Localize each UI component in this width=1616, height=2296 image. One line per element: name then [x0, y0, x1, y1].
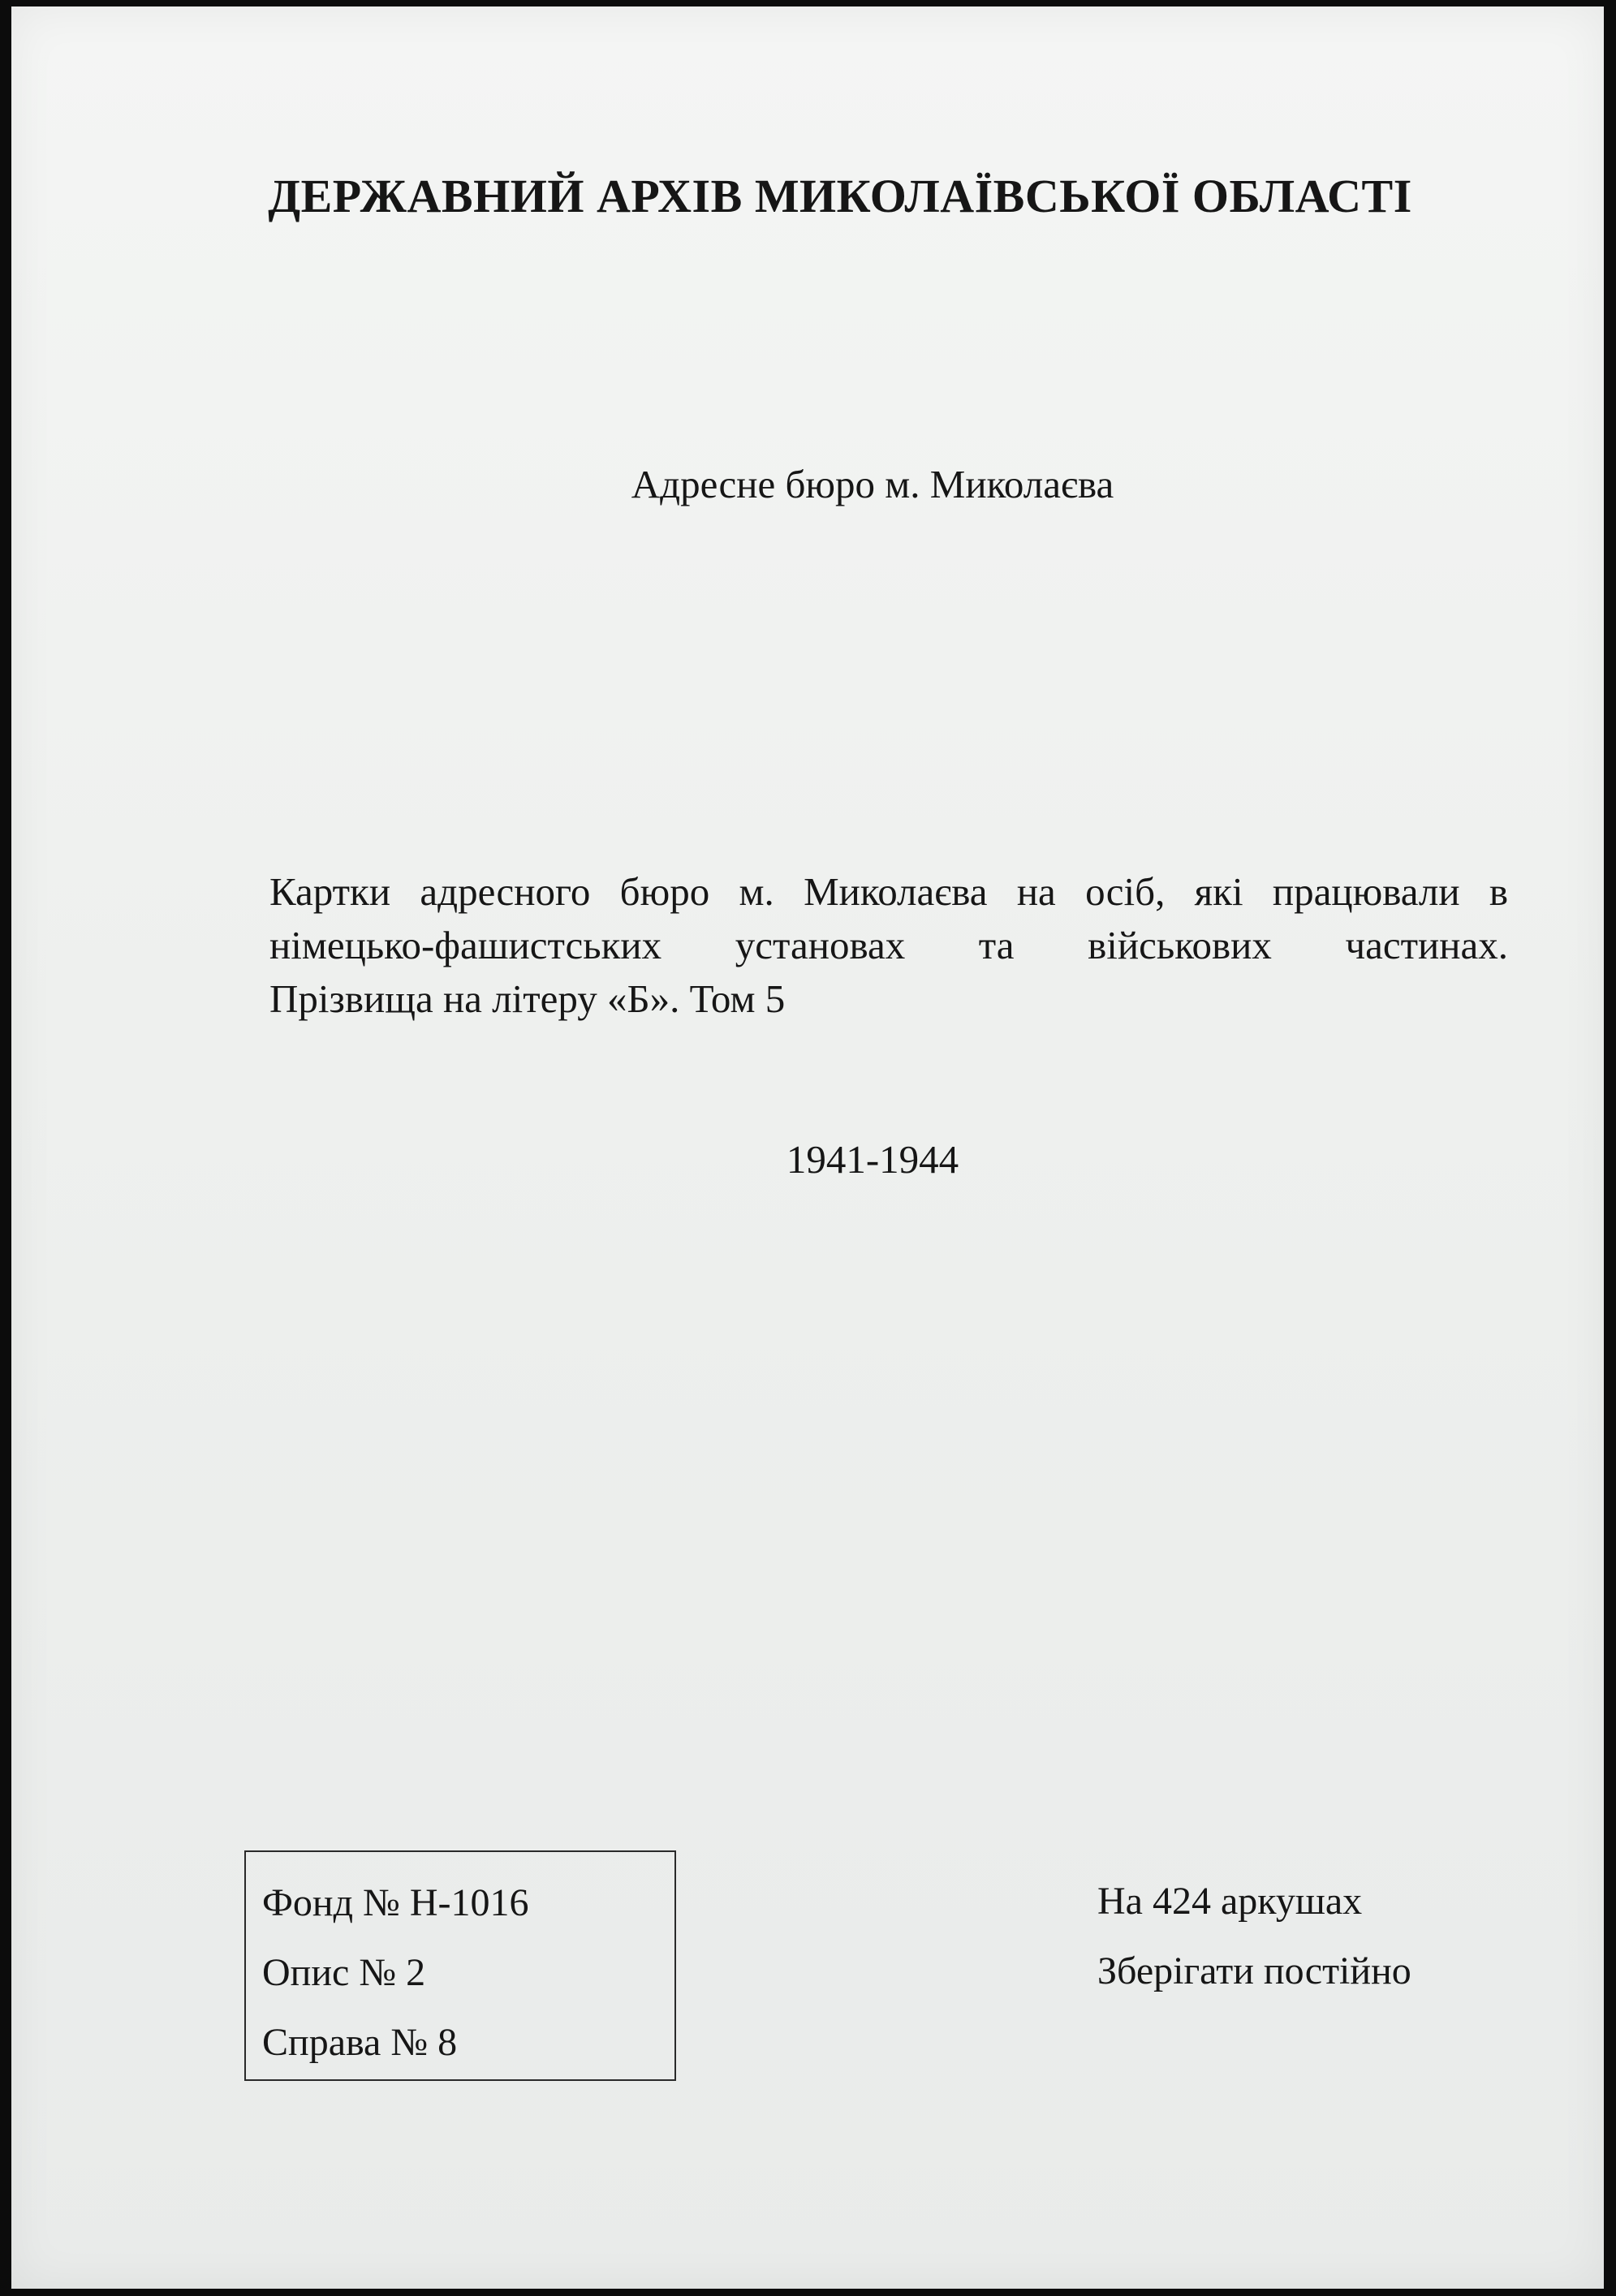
sprava-number: Справа № 8	[262, 2021, 458, 2064]
fund-name: Адресне бюро м. Миколаєва	[631, 462, 1114, 506]
case-dates: 1941-1944	[786, 1137, 959, 1182]
fond-number: Фонд № Н-1016	[262, 1881, 529, 1924]
sheet-count: На 424 аркушах	[1097, 1880, 1363, 1923]
case-title-line-1: Картки адресного бюро м. Миколаєва на осіб, які працювали в	[269, 869, 1508, 914]
archive-title: ДЕРЖАВНИЙ АРХІВ МИКОЛАЇВСЬКОЇ ОБЛАСТІ	[268, 170, 1412, 222]
case-title-line-2: німецько-фашистських установах та військових частинах.	[269, 923, 1508, 967]
case-title-line-3: Прізвища на літеру «Б». Том 5	[269, 976, 786, 1021]
archive-cover-sheet	[11, 6, 1604, 2289]
case-title	[269, 865, 1508, 1026]
retention-period: Зберігати постійно	[1097, 1949, 1411, 1992]
reference-box	[244, 1850, 676, 2081]
opys-number: Опис № 2	[262, 1951, 426, 1994]
storage-info	[1097, 1867, 1411, 2006]
